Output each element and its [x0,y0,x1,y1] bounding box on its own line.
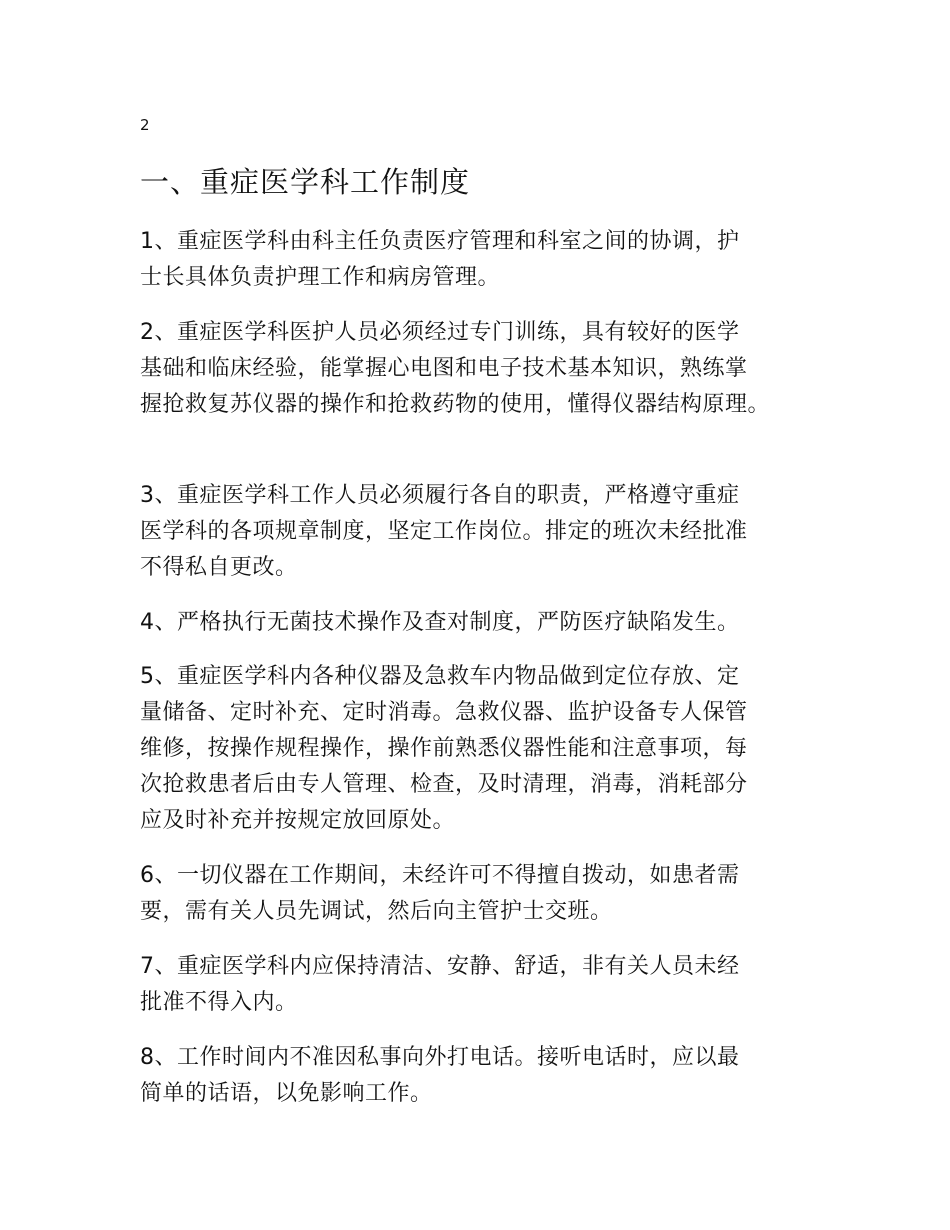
paragraph-line: 不得私自更改。 [140,555,298,580]
paragraph-line: 应及时补充并按规定放回原处。 [140,808,456,833]
paragraph-7 [140,949,820,1021]
paragraph-2 [140,315,820,423]
paragraph-4 [140,605,820,641]
paragraph-3 [140,478,820,586]
page-number: 2 [140,116,150,134]
paragraph-1 [140,224,820,296]
paragraph-line: 简单的话语，以免影响工作。 [140,1081,433,1106]
paragraph-8 [140,1040,820,1112]
paragraph-line: 士长具体负责护理工作和病房管理。 [140,265,501,290]
paragraph-line: 5、重症医学科内各种仪器及急救车内物品做到定位存放、定 [140,664,740,689]
paragraph-line: 批准不得入内。 [140,990,298,1015]
paragraph-6 [140,858,820,930]
paragraph-line: 量储备、定时补充、定时消毒。急救仪器、监护设备专人保管 [140,700,748,725]
paragraph-line: 7、重症医学科内应保持清洁、安静、舒适，非有关人员未经 [140,954,740,979]
paragraph-line: 维修，按操作规程操作，操作前熟悉仪器性能和注意事项，每 [140,736,748,761]
paragraph-line: 6、一切仪器在工作期间，未经许可不得擅自拨动，如患者需 [140,863,740,888]
paragraph-line: 1、重症医学科由科主任负责医疗管理和科室之间的协调，护 [140,229,740,254]
paragraph-line: 基础和临床经验，能掌握心电图和电子技术基本知识，熟练掌 [140,356,748,381]
paragraph-line: 要，需有关人员先调试，然后向主管护士交班。 [140,899,613,924]
paragraph-line: 3、重症医学科工作人员必须履行各自的职责，严格遵守重症 [140,483,740,508]
paragraph-line: 2、重症医学科医护人员必须经过专门训练，具有较好的医学 [140,320,740,345]
paragraph-line: 次抢救患者后由专人管理、检查，及时清理，消毒，消耗部分 [140,772,748,797]
paragraph-line: 握抢救复苏仪器的操作和抢救药物的使用，懂得仪器结构原理。 [140,392,771,417]
section-title: 一、重症医学科工作制度 [140,165,471,199]
paragraph-5 [140,659,820,839]
paragraph-line: 8、工作时间内不准因私事向外打电话。接听电话时，应以最 [140,1045,740,1070]
paragraph-line: 医学科的各项规章制度，坚定工作岗位。排定的班次未经批准 [140,519,748,544]
paragraph-line: 4、严格执行无菌技术操作及查对制度，严防医疗缺陷发生。 [140,610,740,635]
